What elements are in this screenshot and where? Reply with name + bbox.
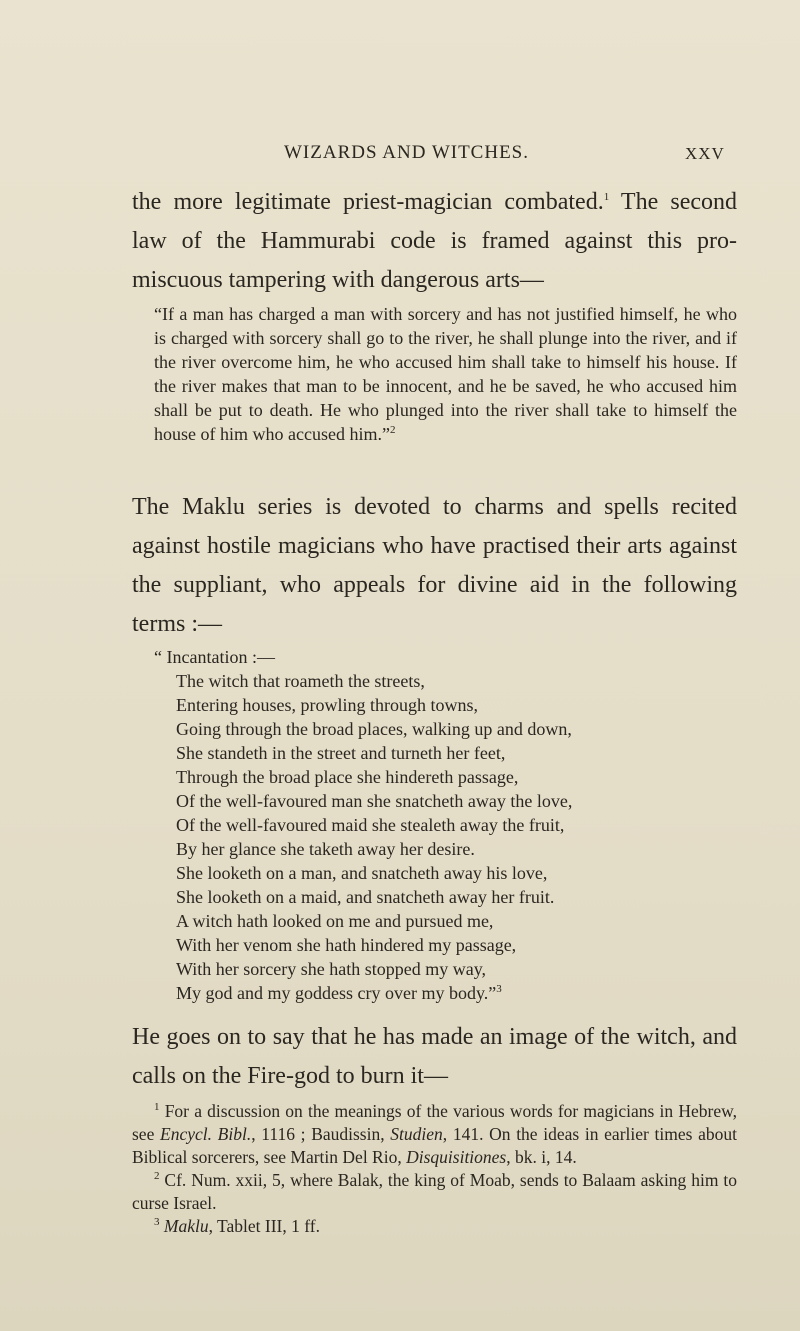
verse-incantation bbox=[132, 645, 737, 1005]
verse-line: “ Incantation :— bbox=[154, 647, 275, 667]
paragraph-hammurabi bbox=[132, 183, 737, 300]
paragraph-maklu bbox=[132, 488, 737, 644]
para3-text: He goes on to say that he has made an image of the witch, and calls on the Fire-god to burn it— bbox=[132, 1024, 737, 1089]
footnotes bbox=[132, 1100, 737, 1238]
footnote-1-title-disquisitiones: Disquisitiones bbox=[406, 1147, 507, 1167]
verse-line: Going through the broad places, walking up and down, bbox=[176, 719, 572, 739]
footnote-2: $^2$ Cf. Num. xxii, 5, where Balak, the king of Moab, sends to Balaam asking him to curse Israel. bbox=[132, 1170, 737, 1213]
verse-line: The witch that roameth the streets, bbox=[176, 671, 425, 691]
footnote-3-title-maklu: Maklu bbox=[159, 1216, 209, 1236]
footnote-ref-1: 1 bbox=[603, 191, 610, 203]
para2-text: The Maklu series is devoted to charms and spells recited against hostile magicians who have practised their arts against the suppliant, who appeals for divine aid in the following terms :— bbox=[132, 494, 737, 637]
verse-line: Through the broad place she hindereth passage, bbox=[176, 767, 519, 787]
page-number: XXV bbox=[685, 144, 725, 163]
verse-line: Entering houses, prowling through towns, bbox=[176, 695, 478, 715]
verse-last-line-text: My god and my goddess cry over my body.” bbox=[176, 983, 497, 1003]
footnote-3: $^3$ Maklu, Tablet III, 1 ff. bbox=[154, 1216, 320, 1236]
running-head: WIZARDS AND WITCHES. bbox=[284, 142, 530, 163]
footnote-1: $^1$ For a discussion on the meanings of the various words for magicians in Hebrew, see Encycl. Bibl., 1116 ; Baudissin, Studien, 141. On the ideas in earlier times about Biblical sorcerers, see Martin Del Rio, Disquisitiones, bk. i, 14. bbox=[132, 1101, 737, 1167]
verse-line: She looketh on a maid, and snatcheth away her fruit. bbox=[176, 887, 555, 907]
para1-text: the more legitimate priest-magician combated. bbox=[132, 189, 604, 215]
quote-hammurabi-law bbox=[132, 302, 737, 446]
footnote-ref-3: 3 bbox=[496, 983, 502, 995]
quote1-text: “If a man has charged a man with sorcery and has not justified himself, he who is charged with sorcery shall go to the river, he shall plunge into the river, and if the river overcome him, he who accused him shall take to himself his house. If the river makes that man to be innocent, and he be saved, he who accused him shall be put to death. He who plunged into the river shall take to himself the house of him who accused him.” bbox=[154, 304, 737, 444]
verse-line: Of the well-favoured maid she stealeth away the fruit, bbox=[176, 815, 565, 835]
verse-line: With her sorcery she hath stopped my way, bbox=[176, 959, 487, 979]
footnote-ref-2: 2 bbox=[389, 424, 396, 436]
verse-line bbox=[154, 981, 737, 1005]
verse-line: A witch hath looked on me and pursued me, bbox=[176, 911, 494, 931]
verse-line: Of the well-favoured man she snatcheth away the love, bbox=[176, 791, 573, 811]
footnote-2-number: 2 bbox=[154, 1170, 160, 1183]
footnote-1-number: 1 bbox=[154, 1101, 160, 1114]
verse-line: With her venom she hath hindered my passage, bbox=[176, 935, 517, 955]
verse-line: She standeth in the street and turneth her feet, bbox=[176, 743, 506, 763]
footnote-1-title-studien: Studien bbox=[390, 1124, 443, 1144]
paragraph-image-of-witch bbox=[132, 1018, 737, 1096]
para1-text-2: The second law of the Hammurabi code is framed against this pro-miscuous tampering with dangerous arts— bbox=[132, 189, 737, 293]
footnote-3-number: 3 bbox=[154, 1216, 160, 1229]
verse-line: She looketh on a man, and snatcheth away his love, bbox=[176, 863, 548, 883]
footnote-1-title-encycl: Encycl. Bibl. bbox=[160, 1124, 252, 1144]
verse-line: By her glance she taketh away her desire. bbox=[176, 839, 475, 859]
page-header bbox=[0, 142, 800, 172]
